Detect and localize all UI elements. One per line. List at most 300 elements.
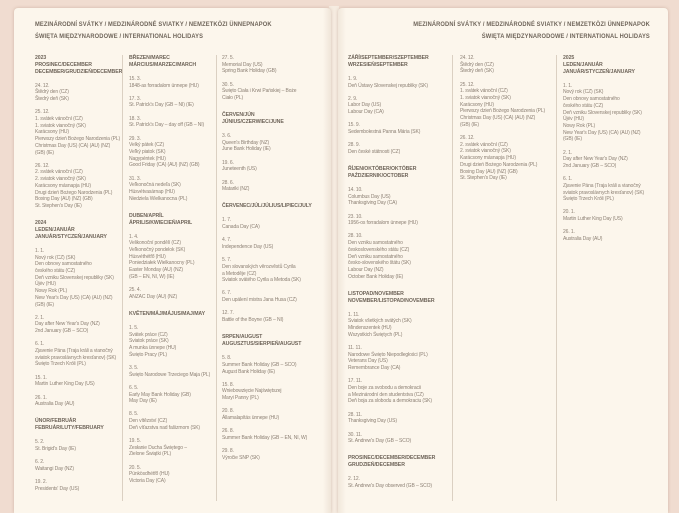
column-divider [122,55,123,501]
holiday-date: 2. 1. [35,314,45,321]
holiday-name: Pierwszy dzień Bożego Narodzenia (PL) [35,136,121,143]
holiday-entry [563,209,661,222]
month-heading [348,291,452,305]
holiday-entry [563,229,661,242]
holiday-name: Wszystkich Świętych (PL) [348,331,403,338]
holiday-date: 15. 9. [348,122,360,129]
holiday-name: Labour Day (CA) [348,109,384,116]
holiday-name: českého státu (CZ) [35,268,76,274]
holiday-date: 28. 11. [348,411,363,418]
month-heading-line: DECEMBER/GRUDZIEŃ/DECEMBER [35,68,123,75]
holiday-name: Veľkonočná nedeľa (SK) [129,182,181,189]
holiday-name: Den obnovy samostatného [563,96,620,103]
holiday-entry [222,408,325,421]
column-divider [452,55,453,501]
holiday-date: 29. 3. [129,135,141,142]
holiday-name: sviatok pravoslávnych kresťanov) (SK) [563,189,645,196]
holiday-name: Niedziela Wielkanocna (PL) [129,195,188,202]
holiday-name: Sviatok svätého Cyrila a Metoda (SK) [222,277,301,284]
holiday-name: Sviatok práce (SK) [129,338,169,345]
holiday-entry [563,83,661,143]
holiday-date: 3. 6. [222,133,232,140]
holiday-entry [348,187,452,207]
holiday-name: Den české státnosti (CZ) [348,148,401,155]
holiday-entry [129,96,216,109]
holiday-date: 2. 1. [563,149,573,156]
month-heading-line: NOVEMBER/LISTOPAD/NOVEMBER [348,297,435,304]
holiday-name: Nowy Rok (PL) [563,122,596,129]
holiday-name: Narodowe Święto Niepodległości (PL) [348,351,428,358]
holiday-entry [222,55,325,75]
holiday-name: New Year's Day (US) (CA) (AU) (NZ) [35,294,113,301]
holiday-name: Sedembolestná Panna Mária (SK) [348,129,421,136]
holiday-date: 24. 12. [460,55,475,61]
month-heading-line: ČERVENEC/JÚL/JÚLIUS/LIPIEC/JULY [222,203,312,210]
holiday-column [222,55,325,468]
holiday-name: St. Stephen's Day (IE) [35,202,82,209]
holiday-name: Deň vzniku Slovenskej republiky (SK) [563,109,642,116]
holiday-column [460,55,550,188]
holiday-name: Deň vzniku samostatného [348,253,403,260]
holiday-date: 4. 7. [222,237,232,244]
month-heading-line: DUBEN/APRÍL [129,212,164,219]
holiday-name: Victoria Day (CA) [129,478,166,485]
holiday-date: 26. 12. [35,162,50,169]
holiday-name: Sviatok všetkých svätých (SK) [348,318,412,325]
holiday-name: Labor Day (US) [348,102,382,109]
holiday-name: Spring Bank Holiday (GB) [222,68,277,75]
holiday-name: Karácsony (HU) [35,129,69,136]
holiday-name: Den vzniku samostatného [348,240,403,247]
holiday-entry [222,82,325,102]
holiday-name: Memorial Day (US) [222,61,263,68]
month-heading-line: JANUÁR/STYCZEŃ/JANUARY [563,68,635,75]
holiday-date: 20. 1. [563,209,575,216]
holiday-name: Christmas Day (US) (CA) (AU) (NZ) [460,115,536,122]
holiday-name: (GB) (IE) [35,301,54,308]
holiday-name: Ciało (PL) [222,95,244,102]
holiday-date: 6. 1. [563,176,573,183]
holiday-date: 28. 6. [222,179,234,186]
month-heading-line: ČERVEN/JÚN [222,112,255,119]
holiday-date: 1. 11. [348,311,360,318]
holiday-name: October Bank Holiday (IE) [348,273,404,280]
holiday-date: 6. 7. [222,290,232,297]
holiday-date: 2. 9. [348,95,358,102]
month-heading-line: 2025 [563,55,575,61]
holiday-name: Waitangi Day (NZ) [35,465,74,472]
month-heading-line: KVĚTEN/MÁJ/MÁJUS/MAJ/MAY [129,311,206,317]
holiday-entry [129,438,216,458]
holiday-entry [348,142,452,155]
holiday-date: 28. 10. [348,233,363,240]
holiday-name: Den obnovy samostatného [35,261,92,268]
holiday-name: Summer Bank Holiday (GB – EN, NI, W) [222,434,308,441]
holiday-name: Drugi dzień Bożego Narodzenia (PL) [460,161,538,168]
holiday-entry [129,176,216,203]
holiday-name: Zesłanie Ducha Świętego – [129,444,187,451]
month-heading-line: ZÁŘÍ/SEPTEMBER/SZEPTEMBER [348,55,429,61]
page-header-line-1: MEZINÁRODNÍ SVÁTKY / MEDZINÁRODNÉ SVIATKY / NEMZETKÖZI ÜNNEPNAPOK [35,21,272,28]
month-heading [35,220,122,241]
month-heading [129,311,216,318]
holiday-date: 23. 10. [348,213,363,220]
holiday-name: Újév (HU) [563,116,584,123]
holiday-name: Pünkösdhétfő (HU) [129,471,170,478]
holiday-entry [35,439,122,452]
holiday-name: československého státu (CZ) [348,246,410,253]
holiday-name: New Year's Day (US) (CA) (AU) (NZ) [563,129,641,136]
holiday-name: (GB – EN, NI, W) (IE) [129,273,175,280]
holiday-date: 20. 8. [222,408,234,415]
holiday-name: Veterans Day (US) [348,358,388,365]
holiday-name: Zjavenie Pána (Traja králi a vianočný [35,348,113,355]
holiday-name: Day after New Year's Day (NZ) [563,156,628,163]
holiday-name: (GB) (IE) [35,149,54,156]
holiday-entry [348,76,452,89]
holiday-date: 15. 1. [35,374,47,381]
holiday-name: Presidents' Day (US) [35,485,80,492]
holiday-name: Nový rok (CZ) (SK) [35,254,76,261]
holiday-name: Svátek práce (CZ) [129,331,168,338]
holiday-name: St. Brigid's Day (IE) [35,445,76,452]
page-header-right [413,19,650,42]
holiday-name: Nový rok (CZ) (SK) [563,89,604,96]
holiday-name: Poniedziałek Wielkanocny (PL) [129,260,195,267]
holiday-name: Juneteenth (US) [222,166,257,173]
holiday-name: Wniebowzięcie Najświętszej [222,388,282,395]
holiday-date: 28. 9. [348,142,360,149]
holiday-entry [563,150,661,170]
holiday-name: Matariki (NZ) [222,186,250,193]
holiday-entry [348,412,452,425]
holiday-name: Nagypéntek (HU) [129,155,166,162]
holiday-date: 2. 12. [348,476,360,483]
holiday-entry [222,133,325,153]
holiday-name: Štedrý deň (SK) [460,68,494,75]
holiday-name: June Bank Holiday (IE) [222,146,271,153]
page-header-left [35,19,272,42]
month-heading [35,418,122,432]
holiday-name: Výročie SNP (SK) [222,454,260,461]
holiday-name: 2. svátek vánoční (CZ) [35,169,83,176]
holiday-name: Deň boja za slobodu a demokraciu (SK) [348,398,432,405]
holiday-name: Canada Day (CA) [222,224,260,231]
holiday-name: 1848-as forradalom ünnepe (HU) [129,82,199,89]
holiday-name: Karácsony másnapja (HU) [35,182,91,189]
holiday-entry [129,385,216,405]
holiday-entry [348,312,452,339]
holiday-date: 24. 12. [35,82,50,89]
holiday-entry [222,448,325,461]
holiday-date: 25. 12. [460,81,475,88]
holiday-entry [35,248,122,308]
holiday-column [35,55,122,499]
month-heading-line: JÚNIUS/CZERWIEC/JUNE [222,119,284,126]
holiday-date: 6. 1. [35,341,45,348]
holiday-entry [222,217,325,230]
holiday-name: Deň vzniku Slovenskej republiky (SK) [35,274,114,281]
holiday-date: 1. 1. [35,247,45,254]
holiday-date: 25. 12. [35,109,50,116]
holiday-name: 1. sviatok vianočný (SK) [35,122,86,129]
holiday-column [563,55,661,249]
holiday-name: (GB) (IE) [563,136,582,143]
holiday-name: Velký pátek (CZ) [129,142,165,149]
page-header-line-2: ŚWIĘTA MIĘDZYNARODOWE / INTERNATIONAL HOLIDAYS [35,32,204,40]
holiday-name: (GB) (IE) [460,121,479,128]
holiday-date: 1. 7. [222,217,232,224]
holiday-entry [129,411,216,431]
holiday-date: 26. 1. [35,394,47,401]
holiday-name: 1. sviatok vianočný (SK) [460,95,511,102]
holiday-entry [129,365,216,378]
month-heading-line: PAŹDZIERNIK/OCTOBER [348,173,409,180]
holiday-entry [348,122,452,135]
holiday-name: A munka ünnepe (HU) [129,345,177,352]
holiday-name: Thanksgiving Day (US) [348,418,397,425]
holiday-name: Štědrý den (CZ) [35,89,69,96]
month-heading-line: GRUDZIEŃ/DECEMBER [348,462,405,469]
month-heading [348,455,452,469]
holiday-date: 19. 2. [35,479,47,486]
holiday-date: 19. 6. [222,159,234,166]
holiday-name: Boxing Day (AU) (NZ) (GB) [35,196,93,203]
month-heading-line: JANUÁR/STYCZEŃ/JANUARY [35,233,107,240]
month-heading-line: ŘÍJEN/OKTÓBER/OKTÓBER [348,166,417,173]
holiday-name: Zielone Świątki (PL) [129,451,172,458]
holiday-entry [35,479,122,492]
holiday-date: 26. 12. [460,135,475,142]
holiday-column [348,55,452,496]
holiday-entry [222,355,325,375]
holiday-name: Święto Trzech Króli (PL) [563,196,614,203]
holiday-entry [35,83,122,103]
holiday-date: 1. 5. [129,324,139,331]
page-header-line-1: MEZINÁRODNÍ SVÁTKY / MEDZINÁRODNÉ SVIATKY / NEMZETKÖZI ÜNNEPNAPOK [413,21,650,28]
holiday-name: Nowy Rok (PL) [35,288,68,295]
holiday-entry [348,432,452,445]
holiday-name: August Bank Holiday (IE) [222,368,275,375]
holiday-name: Early May Bank Holiday (GB) [129,391,191,398]
holiday-entry [35,459,122,472]
holiday-name: Martin Luther King Day (US) [35,381,95,388]
holiday-date: 8. 5. [129,411,139,418]
holiday-entry [35,395,122,408]
holiday-name: Easter Monday (AU) (NZ) [129,267,183,274]
holiday-name: Deň Ústavy Slovenskej republiky (SK) [348,82,428,89]
month-heading-line: BŘEZEN/MAREC [129,55,170,61]
holiday-name: Święto Pracy (PL) [129,351,167,358]
holiday-name: Maryi Panny (PL) [222,395,259,402]
holiday-entry [35,315,122,335]
holiday-entry [222,428,325,441]
holiday-date: 6. 5. [129,384,139,391]
holiday-entry [35,163,122,210]
holiday-name: Štědrý den (CZ) [460,61,494,68]
holiday-name: Húsvéthétfő (HU) [129,253,166,260]
month-heading [222,112,325,126]
holiday-entry [222,160,325,173]
month-heading-line: ÚNOR/FEBRUÁR [35,418,77,425]
month-heading [222,203,325,210]
holiday-date: 30. 5. [222,81,234,88]
holiday-date: 3. 5. [129,364,139,371]
holiday-date: 30. 11. [348,431,363,438]
month-heading [129,55,216,69]
holiday-name: Labour Day (NZ) [348,266,384,273]
month-heading-line: WRZESIEŃ/SEPTEMBER [348,61,408,68]
holiday-name: Summer Bank Holiday (GB – SCO) [222,361,297,368]
holiday-name: Zjavenie Pána (Traja králi a vianočný [563,182,641,189]
holiday-name: Drugi dzień Bożego Narodzenia (PL) [35,189,113,196]
holiday-entry [348,378,452,405]
month-heading [348,166,452,180]
holiday-name: Den boje za svobodu a demokracii [348,385,421,392]
holiday-name: 2. svátek vánoční (CZ) [460,141,508,148]
holiday-name: Święto Narodowe Trzeciego Maja (PL) [129,371,211,378]
holiday-name: a Mezinárodní den studentstva (CZ) [348,391,424,398]
column-divider [216,55,217,501]
holiday-name: St. Stephen's Day (IE) [460,175,507,182]
month-heading [129,213,216,227]
holiday-name: Day after New Year's Day (NZ) [35,321,100,328]
holiday-name: St. Andrew's Day (GB – SCO) [348,438,412,445]
holiday-name: Australia Day (AU) [563,236,603,243]
holiday-name: Karácsony másnapja (HU) [460,155,516,162]
holiday-name: Boxing Day (AU) (NZ) (GB) [460,168,518,175]
holiday-entry [222,237,325,250]
holiday-entry [129,325,216,359]
holiday-entry [563,176,661,203]
holiday-name: Den upálení mistra Jana Husa (CZ) [222,297,297,304]
holiday-name: Štedrý deň (SK) [35,96,69,103]
holiday-name: Karácsony (HU) [460,101,494,108]
holiday-name: Thanksgiving Day (CA) [348,200,397,207]
holiday-date: 5. 2. [35,439,45,446]
holiday-entry [129,136,216,170]
holiday-name: a Metoděje (CZ) [222,270,257,277]
holiday-name: 1. svátek vánoční (CZ) [35,116,83,123]
holiday-name: Den vítězství (CZ) [129,418,168,425]
month-heading-line: MÁRCIUS/MARZEC/MARCH [129,61,196,68]
holiday-date: 25. 4. [129,287,141,294]
holiday-date: 11. 11. [348,345,362,352]
holiday-entry [222,382,325,402]
holiday-name: 2. sviatok vianočný (SK) [460,148,511,155]
holiday-entry [222,290,325,303]
holiday-date: 15. 8. [222,381,234,388]
holiday-name: Deň víťazstva nad fašizmom (SK) [129,424,200,431]
holiday-name: Martin Luther King Day (US) [563,216,623,223]
holiday-entry [348,96,452,116]
month-heading [563,55,661,76]
holiday-name: St. Patrick's Day (GB – NI) (IE) [129,102,194,109]
holiday-name: Columbus Day (US) [348,193,391,200]
holiday-name: Święto Ciała i Krwi Pańskiej – Boże [222,88,297,95]
month-heading-line: LISTOPAD/NOVEMBER [348,290,404,297]
holiday-entry [222,257,325,284]
holiday-date: 26. 1. [563,229,575,236]
holiday-entry [348,233,452,280]
holiday-entry [129,234,216,281]
holiday-entry [129,465,216,485]
holiday-date: 6. 2. [35,459,45,466]
holiday-date: 20. 5. [129,464,141,471]
holiday-column [129,55,216,491]
holiday-name: 2. sviatok vianočný (SK) [35,176,86,183]
holiday-name: May Day (IE) [129,398,157,405]
holiday-name: 2nd January (GB – SCO) [35,328,89,335]
month-heading-line: PROSINEC/DECEMBER [35,61,92,68]
holiday-date: 29. 8. [222,448,234,455]
month-heading-line: 2023 [35,55,47,61]
holiday-name: 1956-os forradalom ünnepe (HU) [348,220,418,227]
holiday-entry [222,180,325,193]
holiday-entry [460,82,550,129]
holiday-entry [35,109,122,156]
holiday-name: Australia Day (AU) [35,401,75,408]
month-heading [222,334,325,348]
holiday-date: 26. 8. [222,428,234,435]
holiday-name: Mindenszentek (HU) [348,325,392,332]
holiday-entry [348,214,452,227]
holiday-date: 27. 5. [222,55,234,61]
holiday-name: Queen's Birthday (NZ) [222,139,270,146]
holiday-name: Veľký piatok (SK) [129,148,166,155]
holiday-name: Battle of the Boyne (GB – NI) [222,317,284,324]
holiday-date: 19. 5. [129,438,141,445]
month-heading-line: LEDEN/JANUÁR [35,227,75,234]
holiday-name: Good Friday (CA) (AU) (NZ) (GB) [129,162,200,169]
page-left [14,8,331,513]
holiday-name: Święto Trzech Króli (PL) [35,361,86,368]
holiday-date: 12. 7. [222,310,234,317]
holiday-entry [35,341,122,368]
month-heading-line: ÁPRILIS/KWIECIEŃ/APRIL [129,219,193,226]
holiday-entry [129,76,216,89]
month-heading-line: 2024 [35,220,47,227]
holiday-name: Den slovanských věrozvěstů Cyrila [222,263,296,270]
holiday-entry [35,375,122,388]
holiday-name: Húsvétvasárnap (HU) [129,188,175,195]
holiday-name: St. Andrew's Day observed (GB – SCO) [348,482,432,489]
holiday-name: Pierwszy dzień Bożego Narodzenia (PL) [460,108,546,115]
holiday-name: Államalapítás ünnepe (HU) [222,415,280,422]
month-heading [348,55,452,69]
holiday-entry [129,287,216,300]
holiday-name: ANZAC Day (AU) (NZ) [129,293,177,300]
holiday-entry [129,116,216,129]
holiday-name: Velikonoční pondělí (CZ) [129,240,181,247]
holiday-name: Remembrance Day (CA) [348,365,401,372]
holiday-date: 18. 3. [129,115,141,122]
column-divider [556,55,557,501]
holiday-entry [348,345,452,372]
page-header-line-2: ŚWIĘTA MIĘDZYNARODOWE / INTERNATIONAL HOLIDAYS [481,32,650,40]
holiday-name: 2nd January (GB – SCO) [563,162,617,169]
month-heading-line: FEBRUÁR/LUTY/FEBRUARY [35,425,104,432]
month-heading [35,55,122,76]
holiday-name: Christmas Day (US) (CA) (AU) (NZ) [35,142,111,149]
holiday-date: 1. 1. [563,82,573,89]
holiday-entry [222,310,325,323]
holiday-date: 31. 3. [129,175,141,182]
holiday-date: 17. 11. [348,378,363,385]
month-heading-line: LEDEN/JANUÁR [563,61,603,68]
holiday-date: 5. 7. [222,257,232,264]
holiday-name: sviatok pravoslávnych kresťanov) (SK) [35,354,117,361]
